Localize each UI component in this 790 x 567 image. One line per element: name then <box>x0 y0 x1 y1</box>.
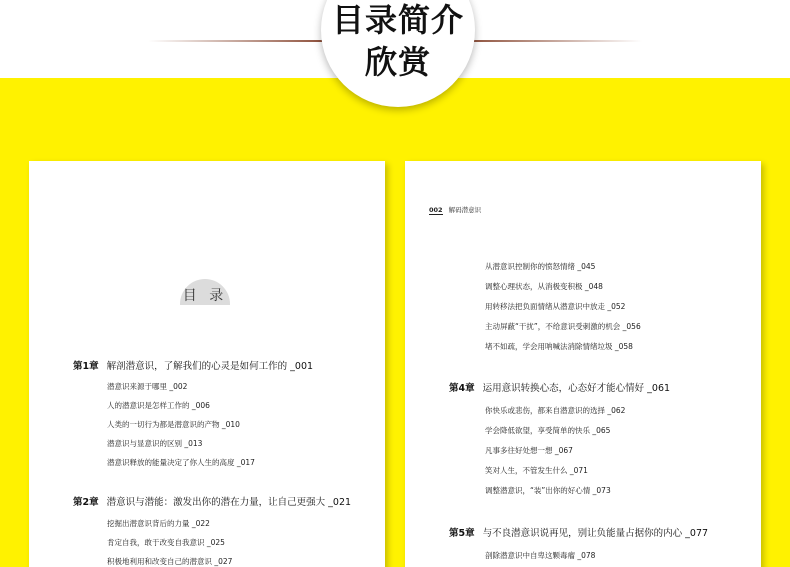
chapter-title-text: 解剖潜意识，了解我们的心灵是如何工作的 _001 <box>106 361 314 372</box>
section-title-line1: 目录简介 <box>331 1 464 39</box>
toc-entry: 你快乐或悲伤，都来自潜意识的选择 _062 <box>485 406 626 415</box>
toc-entry: 用转移法把负面情绪从潜意识中放走 _052 <box>485 302 626 311</box>
chapter-heading <box>449 525 708 539</box>
toc-entry: 调整潜意识，“装”出你的好心情 _073 <box>485 486 611 495</box>
toc-label: 目 录 <box>182 288 228 304</box>
book-page-left <box>29 161 385 567</box>
book-page-right <box>405 161 761 567</box>
toc-entry: 学会降低欲望，享受简单的快乐 _065 <box>485 426 611 435</box>
chapter-title-text: 运用意识转换心态，心态好才能心情好 _061 <box>482 383 671 394</box>
section-title-line2: 欣赏 <box>364 43 431 81</box>
running-head <box>429 205 481 215</box>
toc-entry: 人类的一切行为都是潜意识的产物 _010 <box>107 420 240 429</box>
toc-entry: 凡事多往好处想一想 _067 <box>485 446 573 455</box>
chapter-heading <box>73 358 313 372</box>
toc-entry: 人的潜意识是怎样工作的 _006 <box>107 401 210 410</box>
chapter-title-text: 潜意识与潜能：激发出你的潜在力量，让自己更强大 _021 <box>106 497 352 508</box>
toc-entry: 从潜意识控制你的愤怒情绪 _045 <box>485 262 596 271</box>
toc-entry: 剖除潜意识中自卑这颗毒瘤 _078 <box>485 551 596 560</box>
left-decorative-line <box>148 40 330 42</box>
toc-entry: 挖掘出潜意识背后的力量 _022 <box>107 519 210 528</box>
toc-entry: 堵不如疏，学会用呐喊法消除情绪垃圾 _058 <box>485 342 633 351</box>
toc-entry: 调整心理状态，从消极变积极 _048 <box>485 282 603 291</box>
toc-entry: 潜意识来源于哪里 _002 <box>107 382 188 391</box>
toc-entry: 积极地利用和改变自己的潜意识 _027 <box>107 557 233 566</box>
toc-entry: 主动屏蔽“干扰”，不给意识受刺激的机会 _056 <box>485 322 641 331</box>
chapter-heading <box>449 380 670 394</box>
toc-entry: 潜意识与显意识的区别 _013 <box>107 439 203 448</box>
toc-entry: 肯定自我，敢于改变自我意识 _025 <box>107 538 225 547</box>
chapter-number: 第2章 <box>73 497 99 508</box>
chapter-heading <box>73 494 351 508</box>
chapter-number: 第1章 <box>73 361 99 372</box>
chapter-title-text: 与不良潜意识说再见，别让负能量占据你的内心 _077 <box>482 528 709 539</box>
right-decorative-line <box>462 40 642 42</box>
chapter-number: 第4章 <box>449 383 475 394</box>
chapter-number: 第5章 <box>449 528 475 539</box>
toc-entry: 潜意识释放的能量决定了你人生的高度 _017 <box>107 458 255 467</box>
running-head-page-number: 002 <box>429 206 443 214</box>
section-title <box>310 0 486 82</box>
toc-entry: 笑对人生，不管发生什么 _071 <box>485 466 588 475</box>
running-head-title: 解码潜意识 <box>448 206 482 214</box>
